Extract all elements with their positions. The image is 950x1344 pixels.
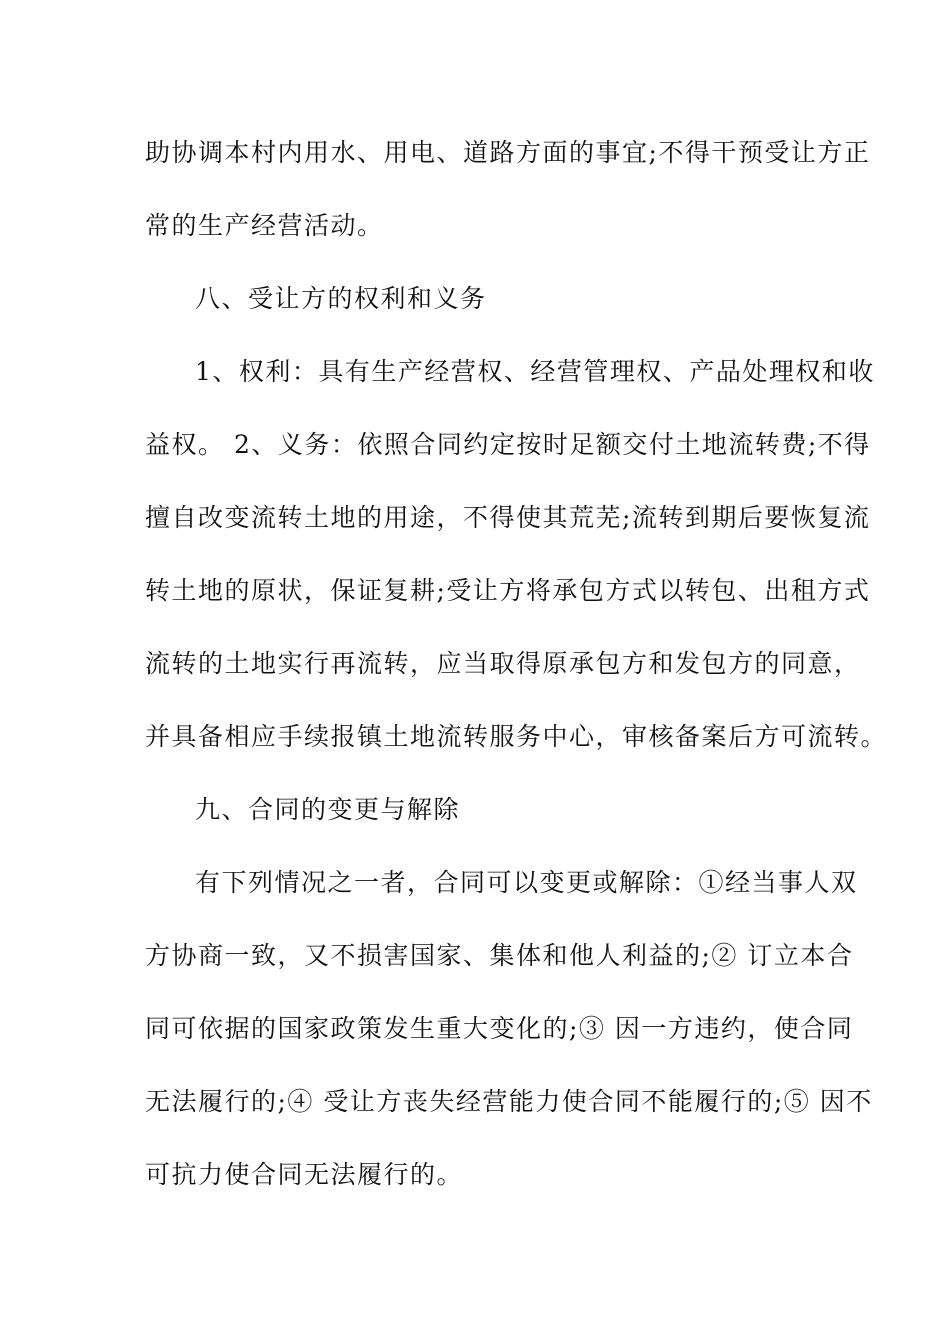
section-heading: 八、受让方的权利和义务	[195, 284, 487, 313]
text-line: 可抗力使合同无法履行的。	[145, 1160, 464, 1189]
text-line: 同可依据的国家政策发生重大变化的;③ 因一方违约，使合同	[145, 1014, 854, 1043]
text-line: 常的生产经营活动。	[145, 211, 384, 240]
text-line: 方协商一致，又不损害国家、集体和他人利益的;② 订立本合	[145, 941, 854, 970]
text-line: 转土地的原状，保证复耕;受让方将承包方式以转包、出租方式	[145, 576, 871, 605]
document-body	[145, 131, 888, 1226]
text-line: 有下列情况之一者，合同可以变更或解除：①经当事人双	[195, 868, 858, 897]
text-line: 助协调本村内用水、用电、道路方面的事宜;不得干预受让方正	[145, 138, 871, 167]
section-heading: 九、合同的变更与解除	[195, 795, 461, 824]
text-line: 无法履行的;④ 受让方丧失经营能力使合同不能履行的;⑤ 因不	[145, 1087, 873, 1116]
text-line: 益权。 2、义务：依照合同约定按时足额交付土地流转费;不得	[145, 430, 871, 459]
text-line: 流转的土地实行再流转，应当取得原承包方和发包方的同意，	[145, 649, 861, 678]
text-line: 擅自改变流转土地的用途，不得使其荒芜;流转到期后要恢复流	[145, 503, 871, 532]
text-line: 并具备相应手续报镇土地流转服务中心，审核备案后方可流转。	[145, 722, 888, 751]
text-line: 1、权利：具有生产经营权、经营管理权、产品处理权和收	[195, 357, 875, 386]
